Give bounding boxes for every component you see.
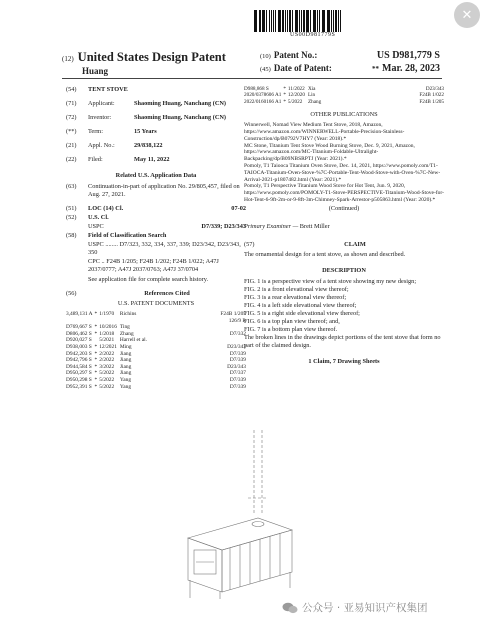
- see-application: See application file for complete search history.: [88, 276, 209, 283]
- description-line: FIG. 3 is a rear elevational view thereof;: [244, 293, 347, 301]
- refs-heading: References Cited: [144, 290, 190, 297]
- description-lines: [244, 278, 444, 350]
- bibliographic-fields: [66, 86, 246, 164]
- field-row: [66, 100, 246, 108]
- table-cell: *: [94, 350, 98, 357]
- claim-heading: CLAIM: [344, 240, 366, 248]
- tent-stove-drawing: [170, 430, 300, 600]
- table-cell: *: [94, 357, 98, 364]
- table-cell: Yang: [119, 383, 132, 390]
- table-cell: D7/332: [229, 330, 246, 337]
- table-cell: Jiang: [119, 370, 132, 377]
- table-cell: 5/2022: [99, 376, 115, 383]
- code-56: (56): [66, 290, 77, 297]
- table-cell: 126/9 R: [228, 317, 246, 324]
- table-cell: D806,462 S: [66, 330, 92, 337]
- table-cell: Jiang: [119, 350, 132, 357]
- table-cell: Jiang: [119, 363, 132, 370]
- table-cell: *: [94, 376, 98, 383]
- patent-number-label: Patent No.:: [273, 50, 318, 60]
- table-cell: *: [94, 330, 98, 337]
- field-code: (71): [66, 100, 77, 107]
- publication-entry: Pomoly, T1 Taiooca Titanium Oven Stove, Dec. 14, 2021, https://www.pomoly.com/T1-TAIOCA-Titanium-Oven-Stove-%7C-Portable-Tent-Wood-Stove-with-Oven-%7C-New-Arrival-2021-p1807482.html (Year: 2021).*: [244, 163, 441, 183]
- table-cell: D944,584 S: [66, 363, 92, 370]
- patent-title-line: [62, 50, 226, 65]
- field-name: Applicant:: [88, 100, 115, 107]
- table-cell: 10/2016: [99, 324, 117, 331]
- inventor-short: Huang: [82, 66, 109, 76]
- table-row: [66, 337, 246, 344]
- field-51: [66, 205, 246, 213]
- publication-entry: MC Stone, Titanium Tent Stove Wood Burning Stove, Dec. 9, 2021, Amazon, https://www.amazon.com/MC-Titanium-Foldable-Ultralight-Backpacking/dp/B09NBSRPTJ (Year: 2021).*: [244, 142, 415, 163]
- table-cell: *: [283, 92, 286, 99]
- field-58: [66, 232, 246, 240]
- code-58: (58): [66, 232, 77, 239]
- table-cell: D938,003 S: [66, 343, 92, 350]
- examiner-row: Primary Examiner — Brett Miller: [244, 222, 330, 230]
- publication-entry: Winnerwell, Nomad View Medium Tent Stove, 2018, Amazon, https://www.amazon.com/WINNERWELL-Portable-Precision-Stainless-Construction/dp/B0792V7HY7 (Year: 2018).*: [244, 122, 405, 142]
- table-cell: F24B 1/205: [220, 311, 246, 317]
- code-45: (45): [260, 66, 271, 73]
- right-column: [244, 86, 444, 366]
- table-cell: 5/2022: [287, 98, 303, 105]
- other-publications: [244, 122, 444, 204]
- field-63: [66, 183, 246, 199]
- uspc-value: D7/339; D23/343: [201, 223, 246, 230]
- table-cell: Zhang: [119, 330, 134, 337]
- table-cell: Zhang: [307, 98, 322, 105]
- table-row: [66, 377, 246, 384]
- table-cell: 1/2018: [99, 330, 115, 337]
- patent-header-left: [62, 50, 226, 76]
- description-line: FIG. 1 is a perspective view of a tent stove showing my new design;: [244, 277, 417, 285]
- header-rule: [62, 78, 442, 79]
- uspc-row: [66, 223, 246, 231]
- publication-entry: Pomoly, T1 Perspective Titanium Wood Stove for Hot Tent, Jun. 9, 2020, https://www.pomoly.com/POMOLY-T1-Stove-PERSPECTIVE-Titanium-Wood-Stove-for-Hot-Tent-6-9ft-2m-or-9-8ft-3m-Chimney-Spark-Arrestor-p505863.html (Year: 2020).*: [244, 183, 444, 203]
- code-52: (52): [66, 214, 77, 221]
- continued-label: (Continued): [328, 204, 360, 212]
- examiner-name: Brett Miller: [299, 222, 330, 230]
- table-cell: 1/1970: [99, 311, 115, 317]
- table-cell: 5/2022: [99, 370, 115, 377]
- uspc-search: USPC ........ D7/323, 332, 334, 337, 339; D23/342, D23/343, 350: [88, 241, 241, 256]
- table-cell: Yang: [119, 376, 132, 383]
- close-icon: ✕: [461, 7, 473, 23]
- see-application-row: [66, 276, 246, 284]
- table-cell: 3/2022: [99, 363, 115, 370]
- table-cell: Lin: [307, 92, 316, 99]
- description-heading: DESCRIPTION: [322, 266, 366, 274]
- table-cell: D942,796 S: [66, 357, 92, 364]
- patent-date: Mar. 28, 2023: [382, 63, 440, 74]
- table-cell: *: [94, 383, 98, 390]
- uspc-search-row: [66, 241, 246, 257]
- watermark-text: 公众号 · 亚易知识产权集团: [302, 602, 428, 614]
- related-heading: Related U.S. Application Data: [115, 172, 197, 179]
- table-cell: 5/2021: [99, 337, 115, 344]
- table-cell: 12/2020: [287, 92, 305, 99]
- loc-label: LOC (14) Cl.: [88, 205, 124, 212]
- field-row: [66, 142, 246, 150]
- table-cell: *: [283, 98, 286, 105]
- field-row: [66, 128, 246, 136]
- field-value: May 11, 2022: [134, 156, 170, 163]
- table-cell: [66, 318, 93, 325]
- field-code: (22): [66, 156, 77, 163]
- watermark: [282, 600, 428, 615]
- table-cell: D950,297 S: [66, 370, 92, 377]
- table-cell: D988,868 S: [244, 86, 269, 92]
- table-cell: Ting: [119, 324, 130, 331]
- wechat-icon: [282, 602, 298, 614]
- patent-number: US D981,779 S: [376, 50, 440, 61]
- refs-subheading: U.S. PATENT DOCUMENTS: [117, 300, 195, 307]
- field-row: [66, 156, 246, 164]
- table-cell: D7/339: [229, 383, 246, 390]
- table-cell: Xia: [307, 86, 316, 92]
- table-row: [244, 99, 444, 105]
- table-cell: D23/343: [227, 363, 246, 370]
- table-cell: D7/339: [229, 350, 246, 357]
- table-cell: Harrell et al.: [119, 337, 147, 344]
- table-cell: D920,027 S: [66, 337, 92, 344]
- right-references-table: [244, 86, 444, 105]
- field-row: [66, 114, 246, 122]
- table-row: [66, 384, 246, 391]
- field-row: [66, 86, 246, 94]
- code-51: (51): [66, 205, 77, 212]
- table-cell: 5/2022: [99, 383, 115, 390]
- code-63: (63): [66, 183, 77, 190]
- table-cell: [99, 318, 120, 325]
- cpc-search: CPC .. F24B 1/205; F24B 1/202; F24B 1/022; A47J 2037/0777; A47J 2037/0763; A47J 37/0704: [88, 258, 219, 273]
- table-cell: 2/2022: [99, 357, 115, 364]
- table-cell: *: [94, 370, 98, 377]
- table-cell: D950,298 S: [66, 376, 92, 383]
- description-line: FIG. 6 is a top plan view thereof; and,: [244, 317, 340, 325]
- date-marker: **: [372, 65, 380, 73]
- table-row: [66, 364, 246, 371]
- table-row: [66, 351, 246, 358]
- table-row: [66, 324, 246, 331]
- code-10: (10): [260, 53, 271, 60]
- table-cell: [220, 324, 246, 331]
- table-cell: 3,489,131 A: [66, 311, 93, 317]
- description-line: FIG. 5 is a right side elevational view thereof;: [244, 309, 360, 317]
- table-cell: [120, 318, 220, 325]
- field-value: TENT STOVE: [88, 86, 128, 93]
- table-row: [66, 344, 246, 351]
- table-cell: D7/337: [229, 370, 246, 377]
- table-cell: *: [283, 86, 286, 92]
- patent-date-row: [260, 63, 440, 76]
- uscl-label: U.S. Cl.: [88, 214, 109, 221]
- field-code: (**): [66, 128, 77, 135]
- claims-count: 1 Claim, 7 Drawing Sheets: [308, 357, 380, 365]
- table-cell: F24B 1/022: [419, 92, 444, 99]
- chimney-broken-lines: [248, 430, 268, 515]
- references-table: [66, 311, 246, 390]
- patent-number-row: [260, 50, 440, 63]
- table-cell: 2022/0160166 A1: [244, 98, 282, 105]
- table-cell: D23/343: [227, 343, 246, 350]
- patent-header-right: [260, 50, 440, 76]
- field-name: Term:: [88, 128, 103, 135]
- cpc-search-row: [66, 258, 246, 274]
- table-cell: Richins: [119, 311, 137, 317]
- field-name: Appl. No.:: [88, 142, 115, 149]
- claim-text: The ornamental design for a tent stove, as shown and described.: [244, 250, 406, 258]
- barcode: [254, 10, 422, 32]
- field-value: 15 Years: [134, 128, 157, 135]
- description-line: The broken lines in the drawings depict portions of the tent stove that form no part of the claimed design.: [244, 333, 441, 349]
- field-57: [244, 241, 444, 249]
- barcode-number: US00D981779S: [290, 32, 336, 38]
- uspc-label: USPC: [88, 223, 104, 230]
- table-cell: D769,667 S: [66, 324, 92, 331]
- table-cell: 11/2022: [287, 86, 305, 92]
- table-cell: D23/343: [425, 86, 444, 92]
- table-cell: *: [94, 363, 98, 370]
- continuation-text: Continuation-in-part of application No. 29/805,457, filed on Aug. 27, 2021.: [88, 183, 240, 198]
- field-name: Inventor:: [88, 114, 112, 121]
- description-line: FIG. 4 is a left side elevational view thereof;: [244, 301, 357, 309]
- field-value: Shaoming Huang, Nanchang (CN): [134, 114, 227, 121]
- loc-value: 07-02: [231, 205, 246, 212]
- patent-title: United States Design Patent: [77, 50, 226, 64]
- table-cell: [220, 337, 246, 344]
- field-search-label: Field of Classification Search: [88, 232, 167, 239]
- field-value: 29/838,122: [134, 142, 163, 149]
- description-line: FIG. 7 is a bottom plan view thereof.: [244, 325, 338, 333]
- table-row: [66, 370, 246, 377]
- table-cell: Jiang: [119, 357, 132, 364]
- table-cell: [93, 337, 100, 344]
- table-cell: D7/339: [229, 376, 246, 383]
- left-column: [66, 86, 246, 390]
- table-cell: D952,391 S: [66, 383, 92, 390]
- table-cell: [93, 318, 100, 325]
- patent-date-label: Date of Patent:: [273, 63, 332, 73]
- field-name: Filed:: [88, 156, 103, 163]
- field-56: [66, 290, 246, 298]
- field-code: (54): [66, 86, 77, 93]
- code-12: (12): [62, 55, 74, 63]
- examiner-label: Primary Examiner: [244, 222, 292, 230]
- table-cell: D942,203 S: [66, 350, 92, 357]
- table-row: [66, 331, 246, 338]
- field-52: [66, 214, 246, 222]
- close-button[interactable]: [454, 2, 480, 28]
- table-cell: *: [94, 343, 98, 350]
- table-cell: 2020/0378606 A1: [244, 92, 282, 99]
- table-cell: F24B 1/205: [419, 98, 444, 105]
- table-row: [66, 357, 246, 364]
- table-row: [66, 311, 246, 318]
- table-row: [66, 318, 246, 325]
- table-cell: 2/2022: [99, 350, 115, 357]
- description-line: FIG. 2 is a front elevational view thereof;: [244, 285, 349, 293]
- table-cell: Ming: [119, 343, 132, 350]
- field-code: (72): [66, 114, 77, 121]
- code-57: (57): [244, 240, 255, 248]
- table-cell: *: [94, 324, 98, 331]
- table-cell: 12/2021: [99, 343, 117, 350]
- other-publications-heading: OTHER PUBLICATIONS: [310, 111, 378, 119]
- table-cell: D7/339: [229, 357, 246, 364]
- field-code: (21): [66, 142, 77, 149]
- field-value: Shaoming Huang, Nanchang (CN): [134, 100, 227, 107]
- table-cell: *: [94, 311, 98, 317]
